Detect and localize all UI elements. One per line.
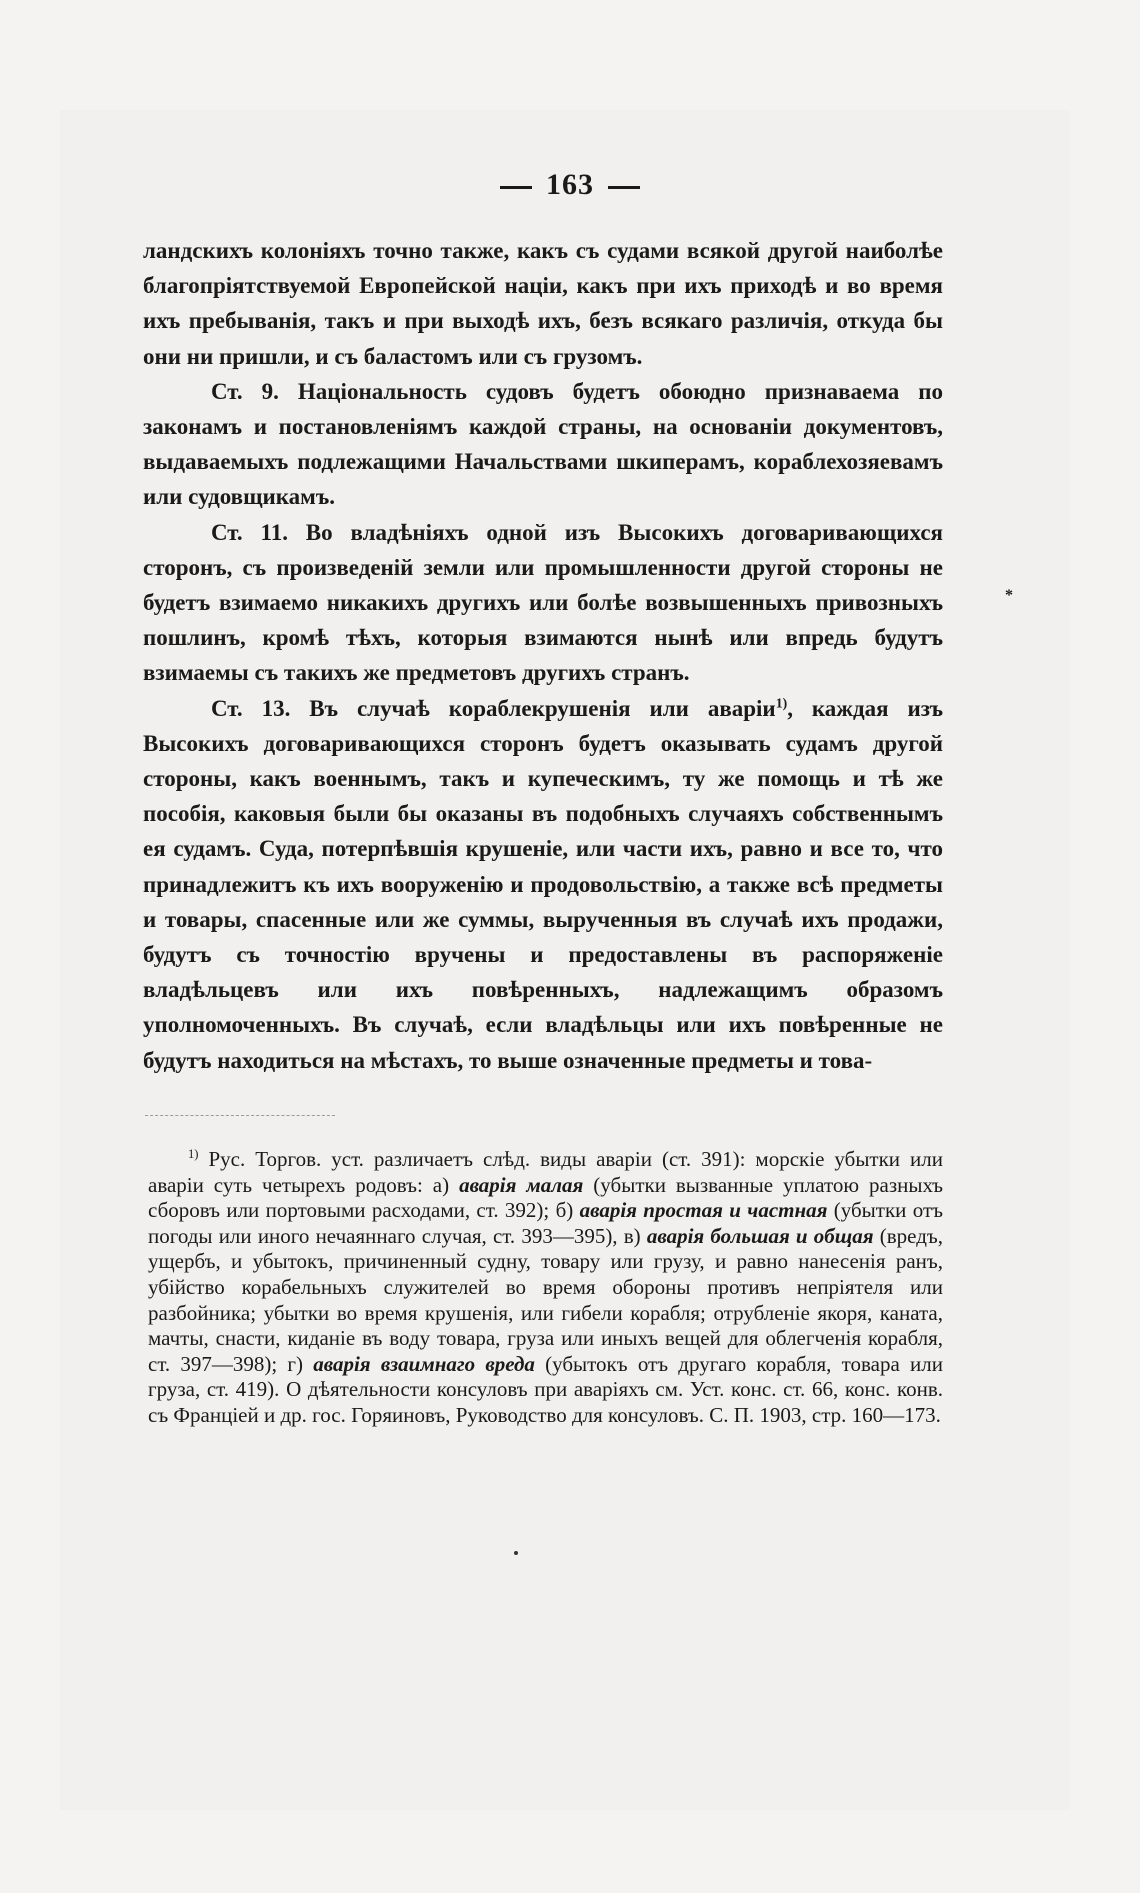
footnote-reference: 1) [775, 694, 788, 710]
article-13-lead: Ст. 13. Въ случаѣ кораблекрушенія или аваріи [211, 695, 776, 721]
footnote [148, 1147, 943, 1429]
footnote-marker: 1) [188, 1147, 199, 1161]
footnote-term: аварія взаимнаго вреда [313, 1351, 535, 1376]
header-dash-left [500, 186, 532, 189]
article-13-text: , каждая изъ Высокихъ договаривающихся сторонъ будетъ оказывать судамъ другой стороны, какъ военнымъ, такъ и купеческимъ, ту же помощь и тѣ же пособія, каковыя были бы оказаны въ подобныхъ случаяхъ собственнымъ ея судамъ. Суда, потерпѣвшія крушеніе, или части ихъ, равно и все то, что принадлежитъ къ ихъ вооруженію и продовольствію, а также всѣ предметы и товары, спасенные или же суммы, вырученныя въ случаѣ ихъ продажи, будутъ съ точностію вручены и предоставлены въ распоряженіе владѣльцевъ или ихъ повѣренныхъ, надлежащимъ образомъ уполномоченныхъ. Въ случаѣ, если владѣльцы или ихъ повѣренные не будутъ находиться на мѣстахъ, то выше означенные предметы и това- [143, 695, 943, 1073]
header-dash-right [608, 186, 640, 189]
page-header [0, 168, 1140, 202]
main-text [143, 233, 943, 1078]
footnote-text [148, 1147, 943, 1429]
paragraph-continuation: ландскихъ колоніяхъ точно также, какъ съ судами всякой другой наиболѣе благопріятствуемой Европейской націи, какъ при ихъ приходѣ и во время ихъ пребыванія, такъ и при выходѣ ихъ, безъ всякаго различія, откуда бы они ни пришли, и съ баластомъ или съ грузомъ. [143, 238, 943, 369]
footnote-part: (убытки вызванные уплатою разныхъ сборовъ или портовыми расходами, ст. 392); б) [148, 1172, 944, 1223]
margin-mark: * [1005, 587, 1013, 604]
footnote-separator [145, 1115, 335, 1116]
paragraph-article-9: Ст. 9. Національность судовъ будетъ обоюдно признаваема по законамъ и постановленіямъ каждой страны, на основаніи документовъ, выдаваемыхъ подлежащими Начальствами шкиперамъ, кораблехозяевамъ или судовщикамъ. [143, 378, 943, 510]
paragraph-article-13 [143, 691, 943, 1078]
paragraph-article-11: Ст. 11. Во владѣніяхъ одной изъ Высокихъ договаривающихся сторонъ, съ произведеній земли или промышленности другой стороны не будетъ взимаемо никакихъ другихъ или болѣе возвышенныхъ привозныхъ пошлинъ, кромѣ тѣхъ, которыя взимаются нынѣ или впредь будутъ взимаемы съ такихъ же предметовъ другихъ странъ. [143, 519, 943, 686]
footnote-part: (убытокъ отъ другаго корабля, товара или груза, ст. 419). О дѣятельности консуловъ при аваріяхъ см. Уст. конс. ст. 66, конс. конв. съ Франціей и др. гос. Горяиновъ, Руководство для консуловъ. С. П. 1903, стр. 160—173. [148, 1351, 943, 1427]
footnote-term: аварія малая [459, 1172, 584, 1197]
footnote-part: (убытки отъ погоды или иного нечаяннаго случая, ст. 393—395), в) [148, 1198, 943, 1248]
stray-dot [514, 1551, 518, 1555]
page-number: 163 [546, 168, 594, 201]
footnote-part: Рус. Торгов. уст. различаетъ слѣд. виды аваріи (ст. 391): морскіе убытки или аваріи суть четырехъ родовъ: а) [148, 1147, 943, 1197]
footnote-term: аварія простая и частная [579, 1198, 828, 1223]
footnote-part: (вредъ, ущербъ, и убытокъ, причиненный судну, товару или грузу, и равно нанесенія ранъ, убійство корабельныхъ служителей во время обороны противъ непріятеля или разбойника; убытки во время крушенія, или гибели корабля; отрубленіе якоря, каната, мачты, снасти, киданіе въ воду товара, груза или иныхъ вещей для облегченія корабля, ст. 397—398); г) [148, 1223, 943, 1376]
footnote-term: аварія большая и общая [646, 1223, 874, 1248]
